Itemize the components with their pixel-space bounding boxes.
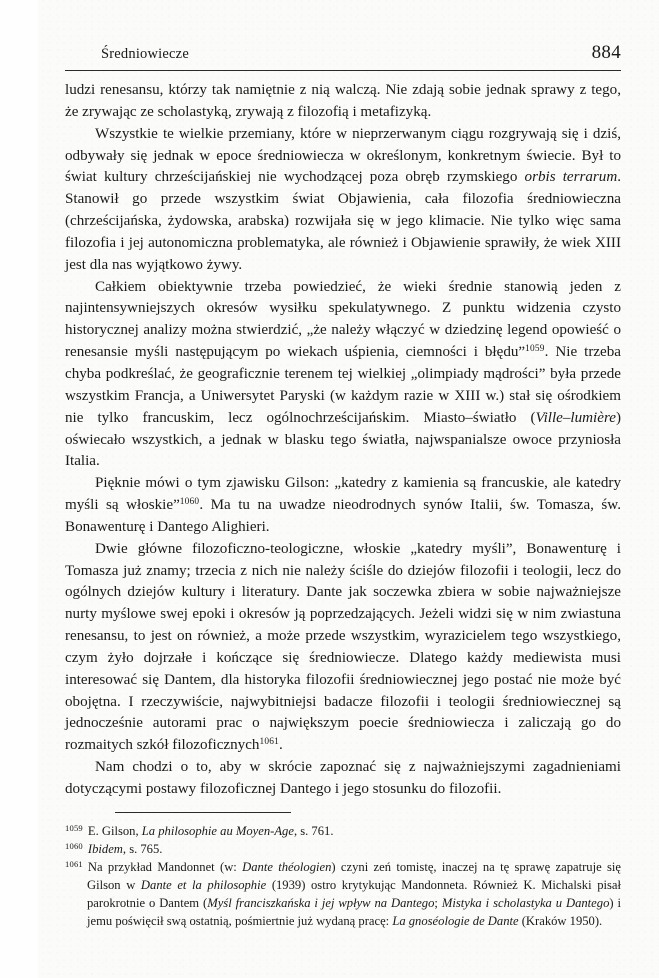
body-paragraph: Wszystkie te wielkie przemiany, które w nieprzerwanym ciągu rozgrywają się i dziś, odbywały się jednak w epoce średniowiecza w określonym, konkretnym świecie. Był to świat kultury chrześcijańskiej nie wychodzącej poza obręb rzymskiego orbis terrarum. Stanowił go przede wszystkim świat Objawienia, cała filozofia średniowieczna (chrześcijańska, żydowska, arabska) rozwijała się w jego klimacie. Nie tylko więc sama filozofia i jej autonomiczna problematyka, ale również i Objawienie sprawiły, że wiek XIII jest dla nas wyjątkowo żywy. [65, 125, 622, 273]
footnote-entry: $^{1059}$ E. Gilson, La philosophie au Moyen-Age, s. 761. [65, 822, 334, 838]
page-number: 884 [591, 42, 621, 63]
body-paragraph: Pięknie mówi o tym zjawisku Gilson: „katedry z kamienia są francuskie, ale katedry myśli są włoskie”$^{1060}$. Ma tu na uwadze nieodrodnych synów Italii, św. Tomasza, św. Bonawenturę i Dantego Alighieri. [65, 475, 621, 535]
running-title: Średniowiecze [101, 46, 189, 62]
page-content [65, 0, 621, 978]
body-paragraph: Nam chodzi o to, aby w skrócie zapoznać się z najważniejszymi zagadnieniami dotyczącymi postawy filozoficznej Dantego i jego stosunku do filozofii. [65, 759, 621, 797]
body-text [65, 80, 621, 801]
footnote-text: Na przykład Mandonnet (w: Dante théologien) czyni zeń tomistę, inaczej na tę sprawę zapatruje się Gilson w Dante et la philosophie (1939) ostro krytykując Mandonneta. Również K. Michalski pisał parokrotnie o Dantem (Myśl franciszkańska i jej wpływ na Dantego; Mistyka i scholastyka u Dantego) i jemu poświęcił swą ostatnią, pośmiertnie już wydaną pracę: La gnoséologie de Dante (Kraków 1950). [87, 860, 622, 929]
footnote-text: Ibidem, s. 765. [87, 842, 163, 857]
footnote-entry: $^{1061}$ Na przykład Mandonnet (w: Dante théologien) czyni zeń tomistę, inaczej na tę sprawę zapatruje się Gilson w Dante et la philosophie (1939) ostro krytykując Mandonneta. Również K. Michalski pisał parokrotnie o Dantem (Myśl franciszkańska i jej wpływ na Dantego; Mistyka i scholastyka u Dantego) i jemu poświęcił swą ostatnią, pośmiertnie już wydaną pracę: La gnoséologie de Dante (Kraków 1950). [65, 858, 622, 929]
footnote-text: E. Gilson, La philosophie au Moyen-Age, s. 761. [87, 824, 334, 838]
body-paragraph: Całkiem obiektywnie trzeba powiedzieć, że wieki średnie stanowią jeden z najintensywniejszych okresów wysiłku spekulatywnego. Z punktu widzenia czysto historycznej analizy można stwierdzić, „że należy włączyć w dziedzinę legend opowieść o renesansie myśli następującym po wiekach uśpienia, ciemności i błędu”$^{1059}$. Nie trzeba chyba podkreślać, że geograficznie terenem tej wielkiej „olimpiady mądrości” była przede wszystkim Francja, a Uniwersytet Paryski (w każdym razie w XIII w.) stał się ośrodkiem nie tylko francuskim, lecz ogólnochrześcijańskim. Miasto–światło (Ville–lumière) oświecało wszystkich, a jednak w blasku tego światła, najwspanialsze owoce przyniosła Italia. [65, 278, 622, 470]
footnote-separator-rule [115, 812, 291, 813]
body-paragraph: Dwie główne filozoficzno-teologiczne, włoskie „katedry myśli”, Bonawenturę i Tomasza już znamy; trzecia z nich nie należy ściśle do dziejów filozofii i teologii, lecz do ogólnych dziejów kultury i literatury. Dante jak soczewka zbiera w sobie najważniejsze nurty myślowe swej epoki i okresów ją poprzedzających. Jeżeli widzi się w nim zwiastuna renesansu, to jest on również, a może przede wszystkim, wyrazicielem tego wszystkiego, czym żyło dojrzałe i kończące się średniowiecze. Dlatego każdy mediewista musi interesować się Dantem, dla historyka filozofii średniowiecznej jego postać nie może być obojętna. I rzeczywiście, najwybitniejsi badacze filozofii i teologii średniowiecznej są jednocześnie autorami prac o największym poecie średniowiecza i zaliczają go do rozmaitych szkół filozoficznych$^{1061}$. [65, 540, 621, 754]
running-header [65, 42, 621, 64]
body-paragraph: ludzi renesansu, którzy tak namiętnie z nią walczą. Nie zdają sobie jednak sprawy z tego, że zrywając ze scholastyką, zrywają z filozofią i metafizyką. [65, 82, 621, 120]
footnotes-block [65, 822, 621, 931]
scan-gutter [0, 0, 38, 978]
header-rule [65, 70, 621, 71]
footnote-entry: $^{1060}$ Ibidem, s. 765. [65, 840, 163, 857]
